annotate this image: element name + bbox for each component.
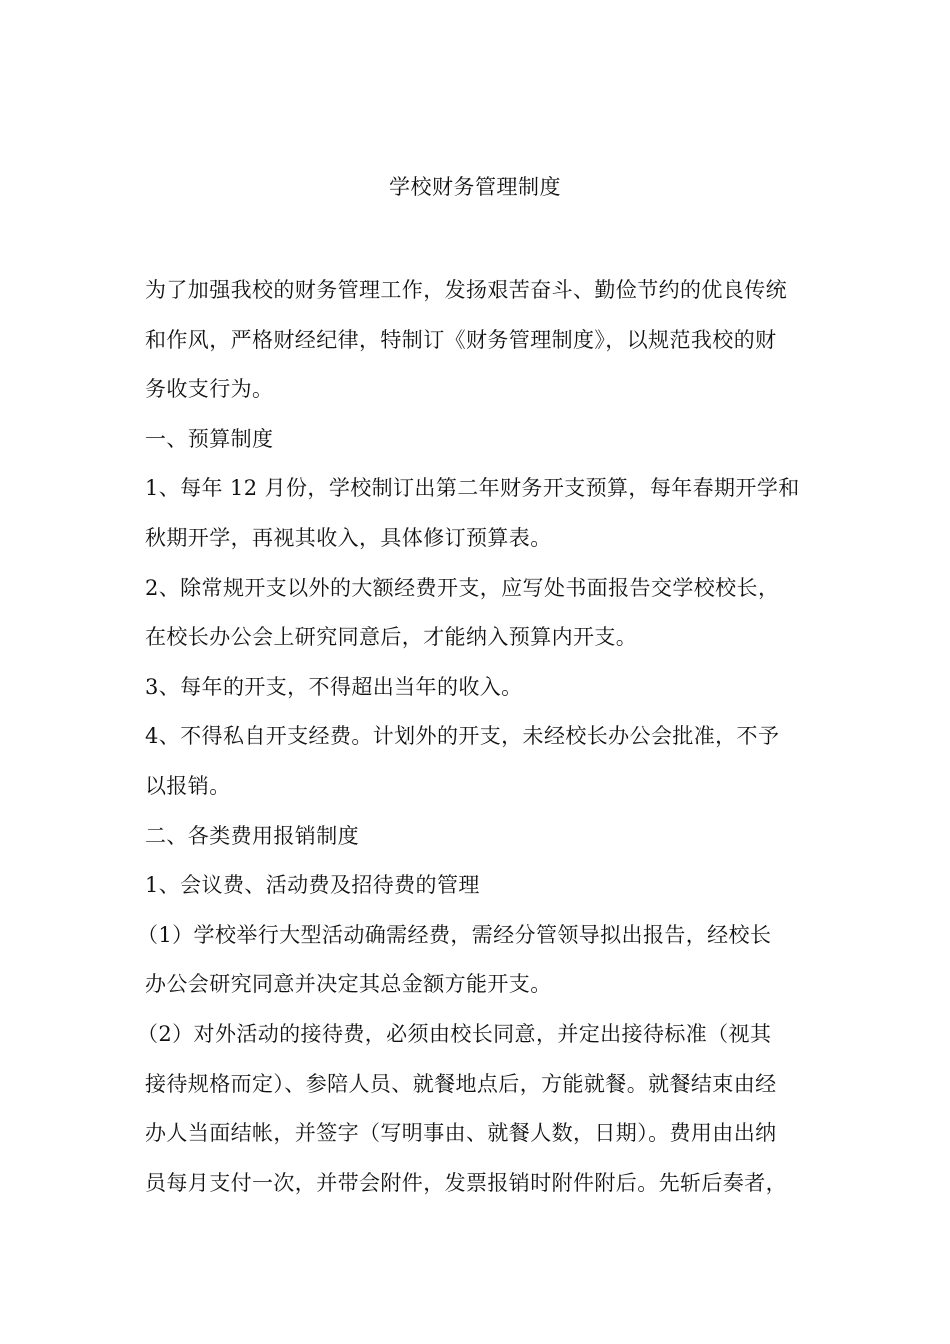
paragraph-line: 员每月支付一次，并带会附件，发票报销时附件附后。先斩后奏者， (145, 1170, 787, 1195)
paragraph-line: （1）学校举行大型活动确需经费，需经分管领导拟出报告，经校长 (137, 922, 772, 947)
section-heading: 一、预算制度 (145, 426, 274, 451)
paragraph-line: 秋期开学，再视其收入，具体修订预算表。 (145, 525, 552, 550)
paragraph-line: （2）对外活动的接待费，必须由校长同意，并定出接待标准（视其 (137, 1021, 772, 1046)
paragraph-line: 3、每年的开支，不得超出当年的收入。 (145, 674, 523, 699)
paragraph-line: 2、除常规开支以外的大额经费开支，应写处书面报告交学校校长， (145, 575, 780, 600)
paragraph-line: 务收支行为。 (145, 377, 274, 402)
paragraph-line: 办公会研究同意并决定其总金额方能开支。 (145, 972, 552, 997)
paragraph-line: 在校长办公会上研究同意后，才能纳入预算内开支。 (145, 625, 638, 650)
paragraph-line: 以报销。 (145, 773, 231, 798)
paragraph-line: 1、每年 12 月份，学校制订出第二年财务开支预算，每年春期开学和 (145, 476, 800, 501)
paragraph-line: 为了加强我校的财务管理工作，发扬艰苦奋斗、勤俭节约的优良传统 (145, 278, 787, 302)
document-title: 学校财务管理制度 (389, 175, 561, 199)
paragraph-line: 办人当面结帐，并签字（写明事由、就餐人数，日期）。费用由出纳 (145, 1121, 777, 1146)
paragraph-line: 接待规格而定）、参陪人员、就餐地点后，方能就餐。就餐结束由经 (145, 1071, 777, 1096)
section-heading: 二、各类费用报销制度 (145, 823, 359, 848)
paragraph-line: 4、不得私自开支经费。计划外的开支，未经校长办公会批准，不予 (145, 724, 780, 749)
paragraph-line: 和作风，严格财经纪律，特制订《财务管理制度》，以规范我校的财 (145, 327, 777, 352)
document-body (137, 266, 817, 1208)
subsection-heading: 1、会议费、活动费及招待费的管理 (145, 873, 480, 898)
